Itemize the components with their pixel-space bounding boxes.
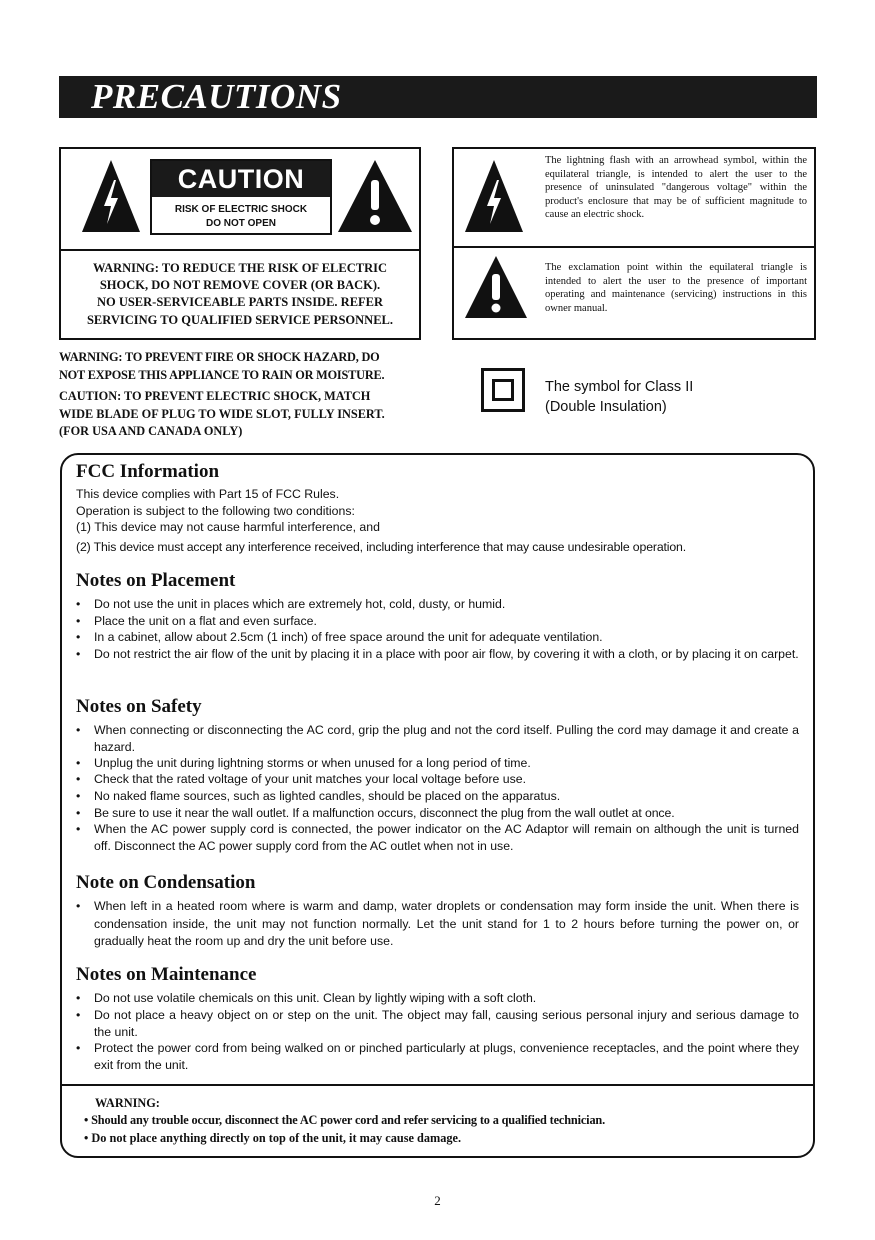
bullet: • <box>76 991 81 1005</box>
caution-warning-line: SHOCK, DO NOT REMOVE COVER (OR BACK). <box>99 278 381 292</box>
page-title: PRECAUTIONS <box>91 77 342 116</box>
condensation-heading: Note on Condensation <box>76 872 256 893</box>
safety-heading: Notes on Safety <box>76 696 202 717</box>
list-item: When the AC power supply cord is connected, the power indicator on the AC Adaptor will remain on although the unit is turned off. Disconnect the AC power supply cord from the AC outlet when not in use. <box>94 822 799 853</box>
lightning-triangle-icon <box>80 158 142 234</box>
caution-subtext: RISK OF ELECTRIC SHOCK <box>174 204 308 215</box>
bullet: • <box>76 723 81 737</box>
fire-warning-line: WIDE BLADE OF PLUG TO WIDE SLOT, FULLY INSERT. <box>59 407 385 421</box>
bullet: • <box>76 614 81 628</box>
class2-inner-square <box>492 379 514 401</box>
list-item: Do not place a heavy object on or step on the unit. The object may fall, causing serious personal injury and serious damage to the unit. <box>94 1008 799 1039</box>
bullet: • <box>76 772 81 786</box>
list-item: Be sure to use it near the wall outlet. If a malfunction occurs, disconnect the plug from the wall outlet at once. <box>94 806 675 820</box>
exclamation-symbol-description: The exclamation point within the equilateral triangle is intended to alert the user to the presence of important operating and maintenance (servicing) instructions in this owner manual. <box>545 262 807 314</box>
fcc-line: This device complies with Part 15 of FCC Rules. <box>76 487 340 501</box>
list-item: Do not use the unit in places which are extremely hot, cold, dusty, or humid. <box>94 597 506 611</box>
bullet: • <box>76 899 81 913</box>
list-item: Do not restrict the air flow of the unit by placing it in a place with poor air flow, by covering it with a cloth, or by placing it on carpet. <box>94 647 799 661</box>
bottom-warning-heading: WARNING: <box>95 1096 160 1110</box>
fcc-line: (2) This device must accept any interference received, including interference that may cause undesirable operation. <box>76 540 687 554</box>
list-item: Place the unit on a flat and even surface. <box>94 614 317 628</box>
divider <box>454 246 814 248</box>
exclamation-triangle-icon <box>463 254 529 320</box>
lightning-symbol-description: The lightning flash with an arrowhead symbol, within the equilateral triangle, is intended to alert the user to the presence of uninsulated "dangerous voltage" within the product's enclosure that may be of sufficient magnitude to cause an electric shock. <box>545 155 807 221</box>
page-number: 2 <box>434 1193 441 1208</box>
list-item: When connecting or disconnecting the AC cord, grip the plug and not the cord itself. Pulling the cord may damage it and create a hazard. <box>94 723 799 754</box>
fcc-line: Operation is subject to the following two conditions: <box>76 504 355 518</box>
caution-subtext: DO NOT OPEN <box>205 218 276 229</box>
fire-warning-line: NOT EXPOSE THIS APPLIANCE TO RAIN OR MOISTURE. <box>59 368 385 382</box>
fire-warning-line: (FOR USA AND CANADA ONLY) <box>59 424 243 438</box>
divider <box>62 1084 813 1086</box>
class2-text: (Double Insulation) <box>545 399 667 415</box>
lightning-triangle-icon <box>463 158 525 234</box>
bullet: • <box>76 1008 81 1022</box>
bullet: • <box>76 630 81 644</box>
list-item: In a cabinet, allow about 2.5cm (1 inch) of free space around the unit for adequate ventilation. <box>94 630 603 644</box>
bullet: • <box>76 789 81 803</box>
divider <box>61 249 419 251</box>
fire-warning-line: WARNING: TO PREVENT FIRE OR SHOCK HAZARD, DO <box>59 350 380 364</box>
maintenance-heading: Notes on Maintenance <box>76 964 257 985</box>
placement-heading: Notes on Placement <box>76 570 236 591</box>
bullet: • <box>76 756 81 770</box>
bullet: • <box>76 806 81 820</box>
bottom-warning-item: • Should any trouble occur, disconnect the AC power cord and refer servicing to a qualified technician. <box>84 1113 606 1127</box>
list-item: No naked flame sources, such as lighted candles, should be placed on the apparatus. <box>94 789 561 803</box>
bullet: • <box>76 647 81 661</box>
list-item: Unplug the unit during lightning storms or when unused for a long period of time. <box>94 756 531 770</box>
fcc-line: (1) This device may not cause harmful interference, and <box>76 520 380 534</box>
bullet: • <box>76 1041 81 1055</box>
fcc-heading: FCC Information <box>76 461 220 482</box>
fire-warning-line: CAUTION: TO PREVENT ELECTRIC SHOCK, MATCH <box>59 389 371 403</box>
bullet: • <box>76 822 81 836</box>
bottom-warning-item: • Do not place anything directly on top of the unit, it may cause damage. <box>84 1131 462 1145</box>
list-item: Do not use volatile chemicals on this unit. Clean by lightly wiping with a soft cloth. <box>94 991 537 1005</box>
class2-text: The symbol for Class II <box>545 379 694 395</box>
bullet: • <box>76 597 81 611</box>
list-item: When left in a heated room where is warm and damp, water droplets or condensation may form inside the unit. When there is condensation inside, the unit may not function normally. Let the unit stand for 1 to 2 hours before turning the power on, or gradually heat the room up and dry the unit before use. <box>94 899 799 948</box>
caution-warning-line: SERVICING TO QUALIFIED SERVICE PERSONNEL. <box>86 313 394 327</box>
caution-warning-line: WARNING: TO REDUCE THE RISK OF ELECTRIC <box>92 261 388 275</box>
caution-warning-line: NO USER-SERVICEABLE PARTS INSIDE. REFER <box>96 295 384 309</box>
list-item: Check that the rated voltage of your unit matches your local voltage before use. <box>94 772 527 786</box>
exclamation-triangle-icon <box>336 158 414 234</box>
caution-heading: CAUTION <box>152 161 330 197</box>
list-item: Protect the power cord from being walked on or pinched particularly at plugs, convenience receptacles, and the point where they exit from the unit. <box>94 1041 799 1072</box>
